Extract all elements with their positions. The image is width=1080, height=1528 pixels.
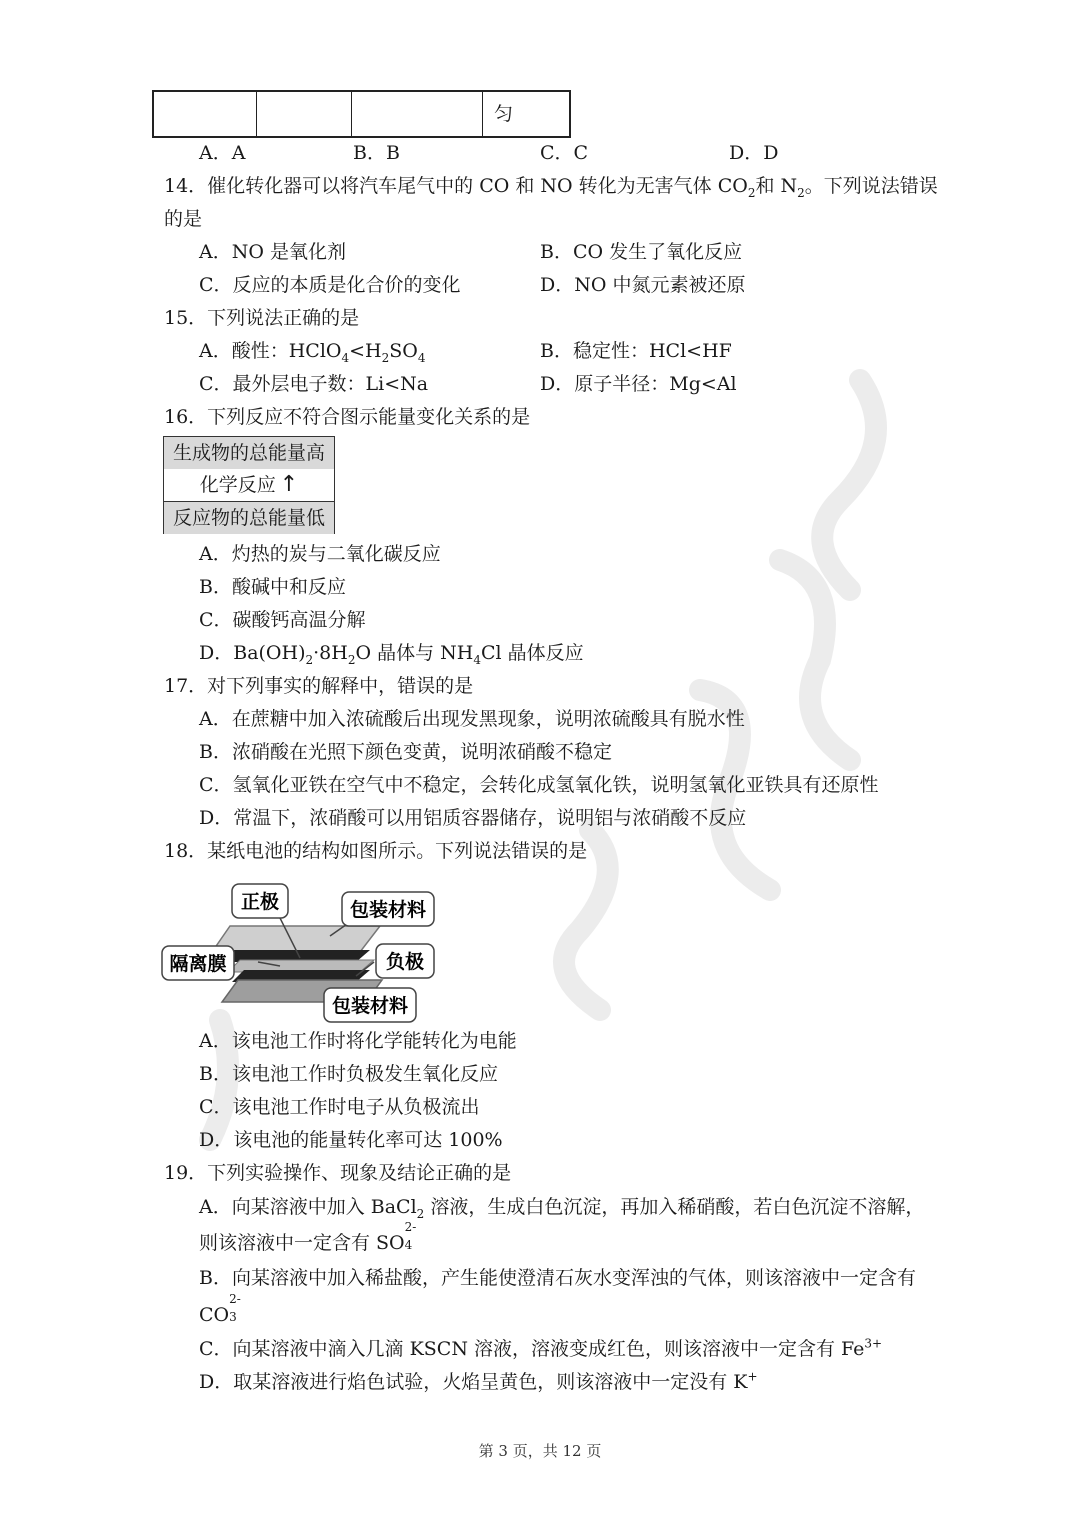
label-separator: 隔离膜 [169,953,227,975]
q14-option-c: C．反应的本质是化合价的变化 [199,274,461,296]
q16-option-a: A．灼热的炭与二氧化碳反应 [199,543,441,565]
q14-option-a: A．NO 是氧化剂 [199,241,346,263]
q19-option-a-line2: 则该溶液中一定含有 SO 2- 4 [199,1220,417,1254]
q13-option-a: A．A [199,142,246,164]
q16-option-c: C．碳酸钙高温分解 [199,609,366,631]
q16-option-d: D．$Ba(OH)_2\cdot 8H_2O$ 晶体与 $NH_4Cl$ 晶体反应 [199,642,584,667]
label-packaging-bottom: 包装材料 [331,995,409,1017]
q15-stem: 15．下列说法正确的是 [164,307,360,329]
q15-option-b: B．稳定性：HCl<HF [540,340,732,362]
q17-stem: 17．对下列事实的解释中，错误的是 [164,675,474,697]
energy-reaction-label: 化学反应 ↑ [164,469,334,501]
q15-option-a: A．酸性：$HClO_4<H_2SO_4$ [199,340,426,365]
q13-option-b: B．B [353,142,400,164]
q14-stem-line1: 14．催化转化器可以将汽车尾气中的 CO 和 NO 转化为无害气体 $CO_2$和 $N_2$。下列说法错误 [164,175,938,200]
table-cell: 匀 [494,103,514,125]
q15-option-c: C．最外层电子数：Li<Na [199,373,429,395]
q19-stem: 19．下列实验操作、现象及结论正确的是 [164,1162,512,1184]
q17-option-c: C．氢氧化亚铁在空气中不稳定，会转化成氢氧化铁，说明氢氧化亚铁具有还原性 [199,774,879,796]
table-remnant [152,90,571,138]
energy-products-label: 生成物的总能量高 [164,437,334,470]
q19-option-b-line1: B．向某溶液中加入稀盐酸，产生能使澄清石灰水变浑浊的气体，则该溶液中一定含有 [199,1267,916,1289]
q15-option-d: D．原子半径：Mg<Al [540,373,737,395]
q19-option-d: D．取某溶液进行焰色试验，火焰呈黄色，则该溶液中一定没有 K+ [199,1369,758,1393]
q19-option-c: C．向某溶液中滴入几滴 KSCN 溶液，溶液变成红色，则该溶液中一定含有 $Fe^{3+}$ [199,1336,883,1360]
q19-option-a-line1: A．向某溶液中加入 BaCl$_2$ 溶液，生成白色沉淀，再加入稀硝酸，若白色沉淀不溶解， [199,1196,925,1221]
q16-option-b: B．酸碱中和反应 [199,576,346,598]
q18-option-d: D．该电池的能量转化率可达 100% [199,1129,503,1151]
q18-option-b: B．该电池工作时负极发生氧化反应 [199,1063,498,1085]
label-packaging-top: 包装材料 [349,899,427,921]
q18-stem: 18．某纸电池的结构如图所示。下列说法错误的是 [164,840,588,862]
q16-stem: 16．下列反应不符合图示能量变化关系的是 [164,406,531,428]
packaging-top-layer [212,926,380,952]
energy-diagram [163,436,335,534]
battery-diagram [160,878,440,1024]
q14-option-b: B．CO 发生了氧化反应 [540,241,743,263]
q17-option-d: D．常温下，浓硝酸可以用铝质容器储存，说明铝与浓硝酸不反应 [199,807,747,829]
q17-option-b: B．浓硝酸在光照下颜色变黄，说明浓硝酸不稳定 [199,741,612,763]
q17-option-a: A．在蔗糖中加入浓硫酸后出现发黑现象，说明浓硫酸具有脱水性 [199,708,745,730]
q13-option-d: D．D [729,142,779,164]
label-negative: 负极 [385,951,425,973]
q14-stem-line2: 的是 [164,208,203,230]
q18-option-c: C．该电池工作时电子从负极流出 [199,1096,480,1118]
q18-option-a: A．该电池工作时将化学能转化为电能 [199,1030,517,1052]
page-footer: 第 3 页，共 12 页 [478,1442,602,1460]
label-positive: 正极 [240,891,280,913]
q13-option-c: C．C [540,142,589,164]
q14-option-d: D．NO 中氮元素被还原 [540,274,746,296]
arrow-up-icon: ↑ [279,472,299,497]
q19-option-b-line2: CO 2- 3 [199,1292,241,1326]
energy-reactants-label: 反应物的总能量低 [164,501,334,534]
